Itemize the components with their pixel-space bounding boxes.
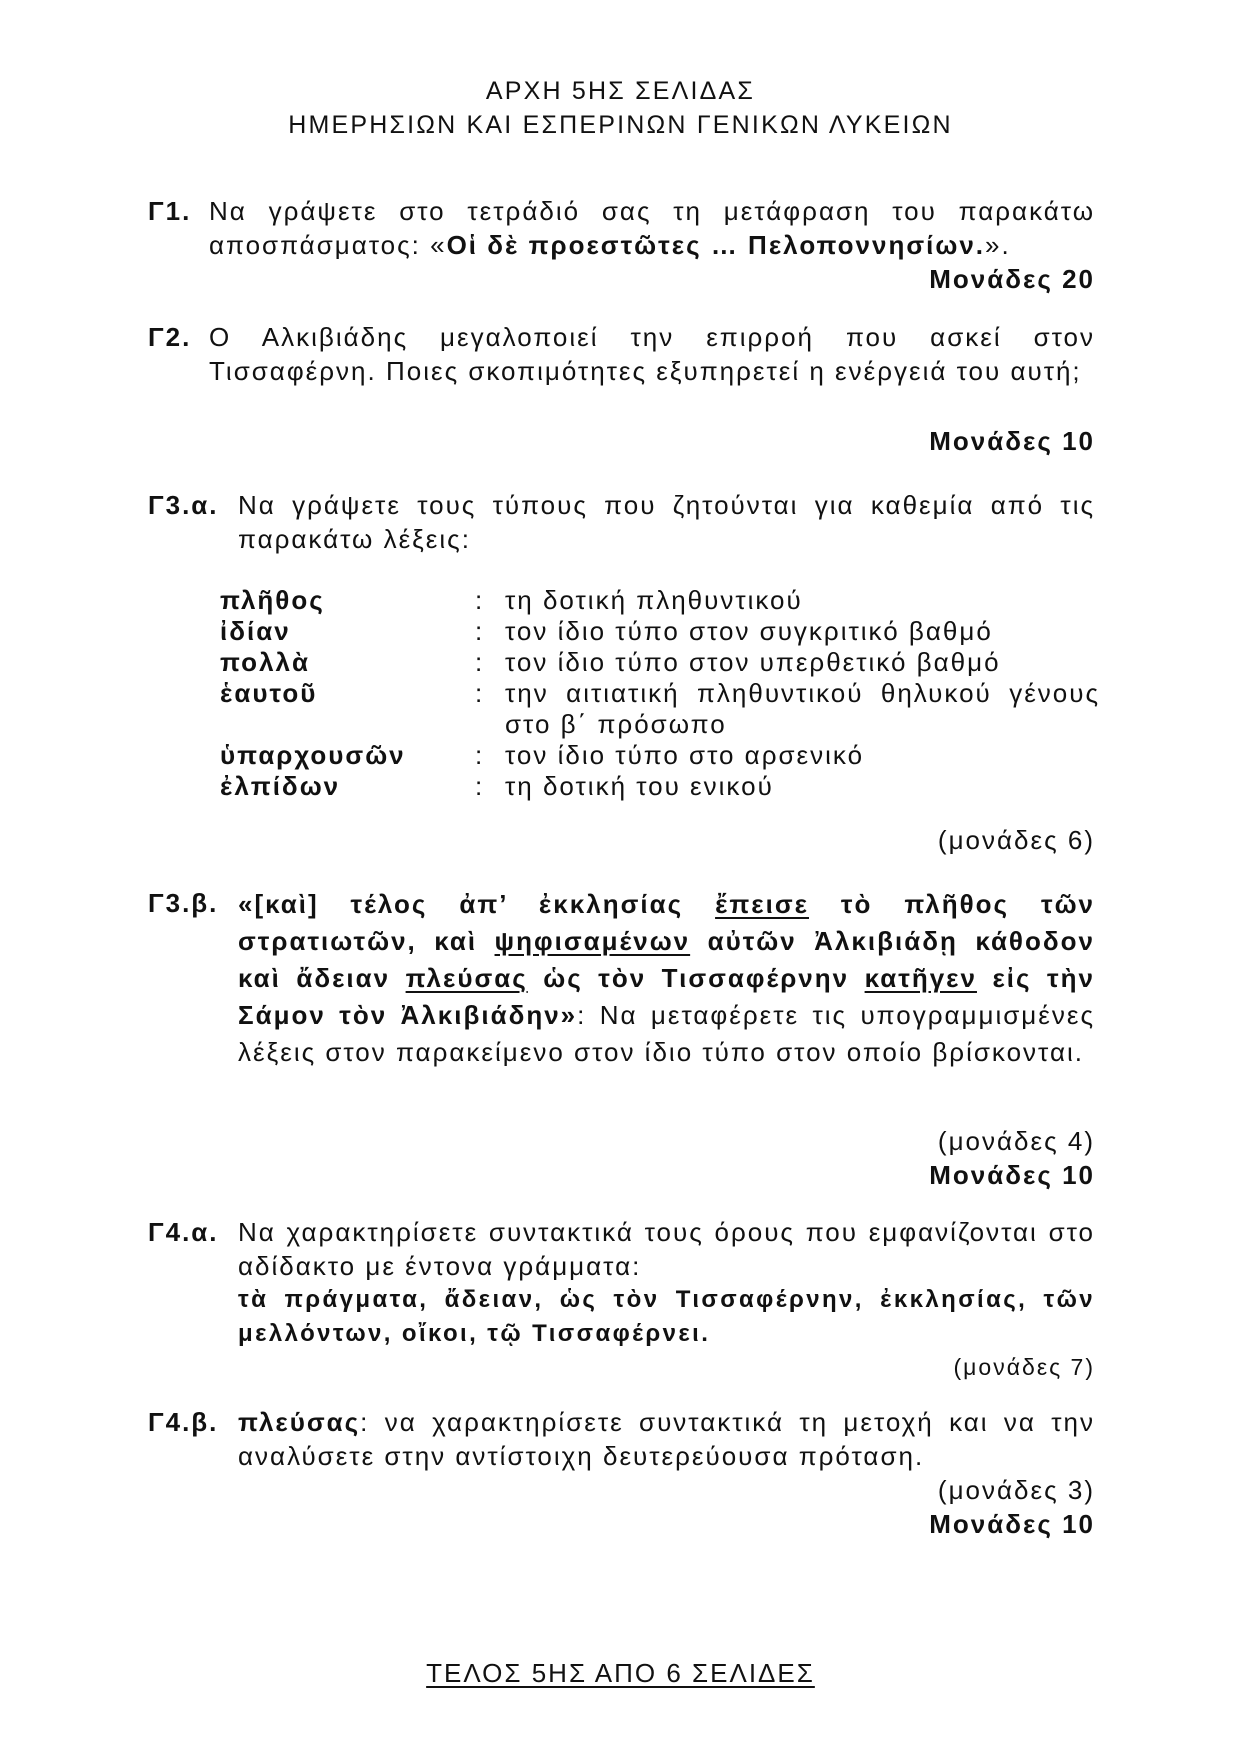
- word-row: ἑαυτοῦ : την αιτιατική πληθυντικού θηλυκού γένους στο β΄ πρόσωπο: [220, 678, 1100, 739]
- g2-points: Μονάδες 10: [929, 426, 1095, 456]
- question-g4b-text: πλεύσας: να χαρακτηρίσετε συντακτικά τη μετοχή και να την αναλύσετε στην αντίστοιχη δευτερεύουσα πρόταση.: [238, 1407, 1095, 1471]
- g3a-points: (μονάδες 6): [937, 825, 1095, 855]
- word-instruction: τη δοτική του ενικού: [505, 771, 774, 801]
- word-instruction: τον ίδιο τύπο στον συγκριτικό βαθμό: [505, 616, 993, 646]
- question-g4a-number: Γ4.α.: [148, 1217, 219, 1247]
- header-line-2: ΗΜΕΡΗΣΙΩΝ ΚΑΙ ΕΣΠΕΡΙΝΩΝ ΓΕΝΙΚΩΝ ΛΥΚΕΙΩΝ: [288, 111, 953, 139]
- word-row: ἐλπίδων : τη δοτική του ενικού: [220, 771, 1100, 802]
- question-g1-number: Γ1.: [148, 196, 192, 226]
- question-g2-text: Ο Αλκιβιάδης μεγαλοποιεί την επιρροή που ασκεί στον Τισσαφέρνη. Ποιες σκοπιμότητες εξυπηρετεί η ενέργειά του αυτή;: [209, 322, 1095, 386]
- word: ἐλπίδων: [220, 771, 341, 801]
- word-row: πλῆθος : τη δοτική πληθυντικού: [220, 585, 1100, 616]
- word-instruction: την αιτιατική πληθυντικού θηλυκού γένους στο β΄ πρόσωπο: [505, 678, 1100, 739]
- question-g2-number: Γ2.: [148, 322, 192, 352]
- word: πλῆθος: [220, 585, 325, 615]
- word-list: [220, 585, 1100, 802]
- g4b-word: πλεύσας: [238, 1407, 361, 1437]
- underlined-word: πλεύσας: [405, 963, 528, 993]
- g4b-points-small: (μονάδες 3): [937, 1475, 1095, 1505]
- word-row: ἰδίαν : τον ίδιο τύπο στον συγκριτικό βαθμό: [220, 616, 1100, 647]
- g1-text-a: Να γράψετε στο τετράδιό σας τη μετάφραση του παρακάτω αποσπάσματος: «: [209, 196, 1095, 260]
- g3b-instruction: : Να μεταφέρετε τις υπογραμμισμένες λέξεις στον παρακείμενο στον ίδιο τύπο στον οποίο βρίσκονται.: [238, 1000, 1095, 1067]
- word-row: ὑπαρχουσῶν : τον ίδιο τύπο στο αρσενικό: [220, 740, 1100, 771]
- question-g3b-text: «[καὶ] τέλος ἀπ’ ἐκκλησίας ἔπεισε τὸ πλῆθος τῶν στρατιωτῶν, καὶ ψηφισαμένων αὐτῶν Ἀλκιβιάδῃ κάθοδον καὶ ἄδειαν πλεύσας ὡς τὸν Τισσαφέρνην κατῆγεν εἰς τὴν Σάμον τὸν Ἀλκιβιάδην»: Να μεταφέρετε τις υπογραμμισμένες λέξεις στον παρακείμενο στον ίδιο τύπο στον οποίο βρίσκονται.: [238, 889, 1096, 1067]
- g4a-terms: τὰ πράγματα, ἄδειαν, ὡς τὸν Τισσαφέρνην, ἐκκλησίας, τῶν μελλόντων, οἴκοι, τῷ Τισσαφέρνει.: [238, 1286, 1095, 1347]
- g1-text-b: ».: [985, 230, 1011, 260]
- g1-points: Μονάδες 20: [929, 264, 1095, 294]
- footer-text: ΤΕΛΟΣ 5ΗΣ ΑΠΟ 6 ΣΕΛΙΔΕΣ: [426, 1658, 815, 1688]
- page-footer: [0, 1658, 1241, 1689]
- word-instruction: τον ίδιο τύπο στο αρσενικό: [505, 740, 865, 770]
- word-instruction: τη δοτική πληθυντικού: [505, 585, 803, 615]
- underlined-word: ψηφισαμένων: [494, 926, 691, 956]
- question-g4a-text: Να χαρακτηρίσετε συντακτικά τους όρους που εμφανίζονται στο αδίδακτο με έντονα γράμματα:: [238, 1217, 1095, 1281]
- word-row: πολλὰ : τον ίδιο τύπο στον υπερθετικό βαθμό: [220, 647, 1100, 678]
- word: ὑπαρχουσῶν: [220, 740, 406, 770]
- g4a-points: (μονάδες 7): [953, 1354, 1095, 1380]
- g3b-points-small: (μονάδες 4): [937, 1126, 1095, 1156]
- underlined-word: ἔπεισε: [715, 889, 809, 919]
- g4b-points: Μονάδες 10: [929, 1509, 1095, 1539]
- underlined-word: κατῆγεν: [864, 963, 977, 993]
- question-g3b-number: Γ3.β.: [148, 888, 219, 918]
- word: ἰδίαν: [220, 616, 291, 646]
- g1-quote: Οἱ δὲ προεστῶτες … Πελοποννησίων.: [446, 230, 985, 260]
- word: ἑαυτοῦ: [220, 678, 318, 708]
- word-instruction: τον ίδιο τύπο στον υπερθετικό βαθμό: [505, 647, 1001, 677]
- question-g3a-number: Γ3.α.: [148, 490, 219, 520]
- question-g1-text: [209, 194, 1095, 262]
- page-header: [0, 74, 1241, 142]
- g3b-points: Μονάδες 10: [929, 1160, 1095, 1190]
- question-g3a-text: Να γράψετε τους τύπους που ζητούνται για καθεμία από τις παρακάτω λέξεις:: [238, 490, 1095, 554]
- header-line-1: ΑΡΧΗ 5ΗΣ ΣΕΛΙΔΑΣ: [485, 77, 756, 105]
- question-g4b-number: Γ4.β.: [148, 1407, 219, 1437]
- word: πολλὰ: [220, 647, 310, 677]
